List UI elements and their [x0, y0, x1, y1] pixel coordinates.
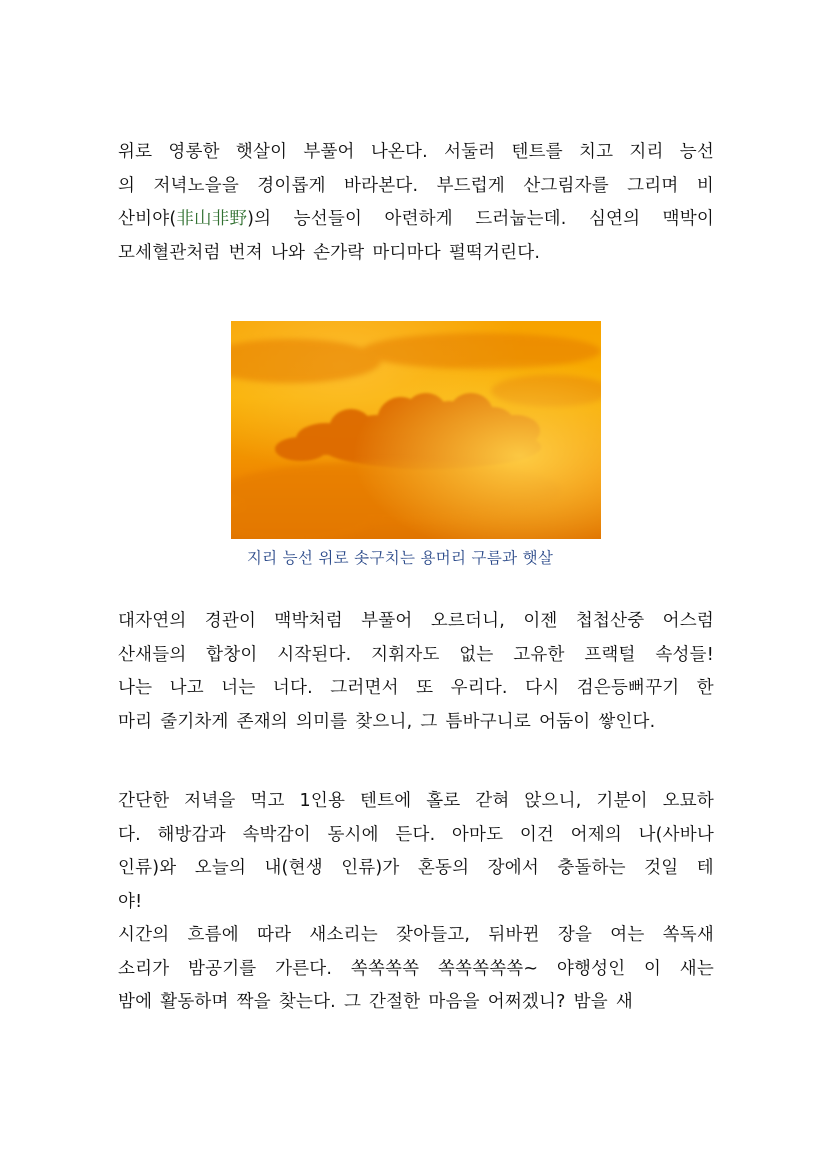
- word: 쌓인다.: [598, 711, 656, 732]
- word: 간절한: [369, 992, 421, 1012]
- word: 밤을: [573, 992, 608, 1012]
- word: 내(현생: [264, 858, 323, 878]
- word: 마디마다: [372, 242, 441, 263]
- word: 지휘자도: [371, 644, 440, 665]
- word: 다.: [118, 824, 141, 845]
- word: 오르더니,: [430, 611, 505, 631]
- word: 장을: [557, 925, 593, 945]
- word: 나는: [118, 678, 153, 698]
- word: 드러눕는데.: [475, 209, 567, 229]
- word: 없는: [459, 644, 494, 665]
- word: 나온다.: [370, 142, 428, 162]
- word: 서둘러: [444, 142, 496, 162]
- word: 치고: [579, 142, 614, 162]
- word: 너는: [221, 678, 256, 698]
- word: 소리가: [118, 958, 170, 979]
- word: 따라: [257, 925, 292, 945]
- word: 의미를: [295, 711, 348, 732]
- word: 다시: [525, 678, 560, 698]
- text-line: [118, 852, 714, 886]
- text-line: [118, 953, 714, 987]
- word: 야!: [118, 891, 143, 912]
- word: 충돌하는: [557, 858, 626, 878]
- word: 먹고: [250, 791, 285, 811]
- word: 손가락: [313, 242, 365, 263]
- word: 든다.: [395, 824, 436, 845]
- word: 그: [420, 711, 438, 732]
- word: 마리: [118, 711, 153, 732]
- word: 줄기차게: [160, 711, 229, 732]
- text-line: [118, 672, 714, 706]
- word: 오묘하: [662, 791, 714, 811]
- word: 모세혈관처럼: [118, 242, 221, 263]
- word: 갇혀: [475, 791, 510, 811]
- word: 기분이: [596, 791, 648, 811]
- word: 새: [615, 992, 633, 1012]
- paragraph-1: [118, 136, 714, 270]
- word: 나(사바나: [638, 824, 714, 845]
- word: 맥박처럼: [274, 611, 343, 631]
- text-line: [118, 886, 714, 920]
- word: 펄떡거린다.: [448, 242, 541, 263]
- word: 동시에: [327, 824, 379, 845]
- word: 속박감이: [242, 824, 311, 845]
- word: 찾으니,: [355, 711, 413, 732]
- word: 부풀어: [303, 142, 355, 162]
- word: 간단한: [118, 791, 170, 811]
- word: 앉으니,: [524, 791, 582, 811]
- word: 인류)가: [341, 858, 400, 878]
- word: 마음을: [428, 992, 480, 1012]
- word: 영롱한: [168, 142, 220, 162]
- word: 활동하며: [160, 992, 229, 1012]
- word: 뒤바뀐: [488, 925, 540, 945]
- word: 아마도: [451, 824, 504, 845]
- word: 텐트를: [511, 142, 563, 162]
- word: 밤에: [118, 992, 153, 1012]
- word: 해방감과: [157, 824, 226, 845]
- word: 산비야(非山非野)의: [118, 209, 272, 229]
- word: 것일: [644, 858, 679, 878]
- word: 여는: [610, 925, 645, 945]
- word: 밤공기를: [187, 958, 257, 979]
- word: 프랙털: [584, 644, 636, 665]
- word: 흐름에: [187, 925, 239, 945]
- word: 바라본다.: [344, 175, 419, 196]
- word: 틈바구니로: [445, 711, 532, 732]
- sunset-cloud-image: [231, 321, 601, 539]
- text-line: [118, 170, 714, 204]
- word: 한: [696, 678, 714, 698]
- word: 오늘의: [194, 858, 247, 878]
- paragraph-3: [118, 785, 714, 1020]
- text-line: [118, 706, 714, 740]
- word: 의: [118, 175, 136, 196]
- word: 심연의: [588, 209, 641, 229]
- word: 나와: [270, 242, 306, 263]
- word: 어쩌겠니?: [487, 992, 566, 1012]
- word: 새소리는: [309, 925, 378, 945]
- word: 그러면서: [330, 678, 399, 698]
- text-line: [118, 203, 714, 237]
- word: 어제의: [570, 824, 622, 845]
- word: 어둠이: [539, 711, 591, 732]
- word: 대자연의: [118, 611, 187, 631]
- word: 첩첩산중: [575, 611, 645, 631]
- word: 또: [416, 678, 434, 698]
- word: 테: [696, 858, 714, 878]
- word: 능선들이: [293, 209, 363, 229]
- figure-caption: 지리 능선 위로 솟구치는 용머리 구름과 햇살: [246, 549, 554, 567]
- word: 새는: [679, 958, 714, 979]
- word: 번져: [228, 242, 263, 263]
- word: 가른다.: [275, 958, 333, 979]
- word: 시작된다.: [277, 644, 352, 665]
- word: 우리다.: [450, 678, 508, 698]
- text-line: [118, 605, 714, 639]
- word: 속성들!: [655, 644, 714, 665]
- word: 이건: [519, 824, 555, 845]
- word: 비: [696, 175, 714, 196]
- word: 찾는다.: [278, 992, 336, 1012]
- word: 맥박이: [662, 209, 714, 229]
- word: 1인용: [299, 791, 346, 811]
- word: 위로: [118, 142, 153, 162]
- text-line: [118, 919, 714, 953]
- word: 이: [644, 958, 662, 979]
- text-line: [118, 986, 714, 1020]
- word: 시간의: [118, 925, 170, 945]
- word: 고유한: [513, 644, 565, 665]
- word: 존재의: [236, 711, 288, 732]
- text-line: [118, 819, 714, 853]
- paragraph-2: [118, 605, 714, 739]
- word: 경이롭게: [257, 175, 326, 196]
- word: 부드럽게: [436, 175, 505, 196]
- word: 지리: [629, 142, 664, 162]
- word: 저녁을: [184, 791, 236, 811]
- word: 합창이: [206, 644, 258, 665]
- word: 그: [343, 992, 362, 1012]
- word: 짝을: [236, 992, 271, 1012]
- sunset-cloud-photo: [231, 321, 601, 539]
- word: 어스럼: [662, 611, 714, 631]
- word: 텐트에: [359, 791, 412, 811]
- text-line: [118, 639, 714, 673]
- word: 산새들의: [118, 644, 187, 665]
- word: 혼동의: [417, 858, 470, 878]
- text-line: [118, 237, 714, 271]
- word: 잦아들고,: [395, 925, 471, 945]
- word: 아련하게: [384, 209, 453, 229]
- word: 나고: [169, 678, 204, 698]
- word: 쏙독새: [662, 925, 714, 945]
- word: 쏙쏙쏙쏙: [350, 958, 420, 979]
- word: 야행성인: [556, 958, 626, 979]
- word: 산그림자를: [523, 175, 609, 196]
- word: 부풀어: [361, 611, 413, 631]
- text-line: [118, 136, 714, 170]
- word: 햇살이: [235, 142, 288, 162]
- word: 능선: [679, 142, 714, 162]
- word: 쏙쏙쏙쏙쏙~: [437, 958, 539, 979]
- word: 인류)와: [118, 858, 177, 878]
- text-line: [118, 785, 714, 819]
- word: 홀로: [426, 791, 461, 811]
- word: 저녁노을을: [153, 175, 239, 196]
- word: 그리며: [627, 175, 679, 196]
- word: 경관이: [204, 611, 257, 631]
- word: 이젠: [523, 611, 558, 631]
- word: 너다.: [272, 678, 313, 698]
- word: 검은등뻐꾸기: [576, 678, 680, 698]
- word: 장에서: [487, 858, 539, 878]
